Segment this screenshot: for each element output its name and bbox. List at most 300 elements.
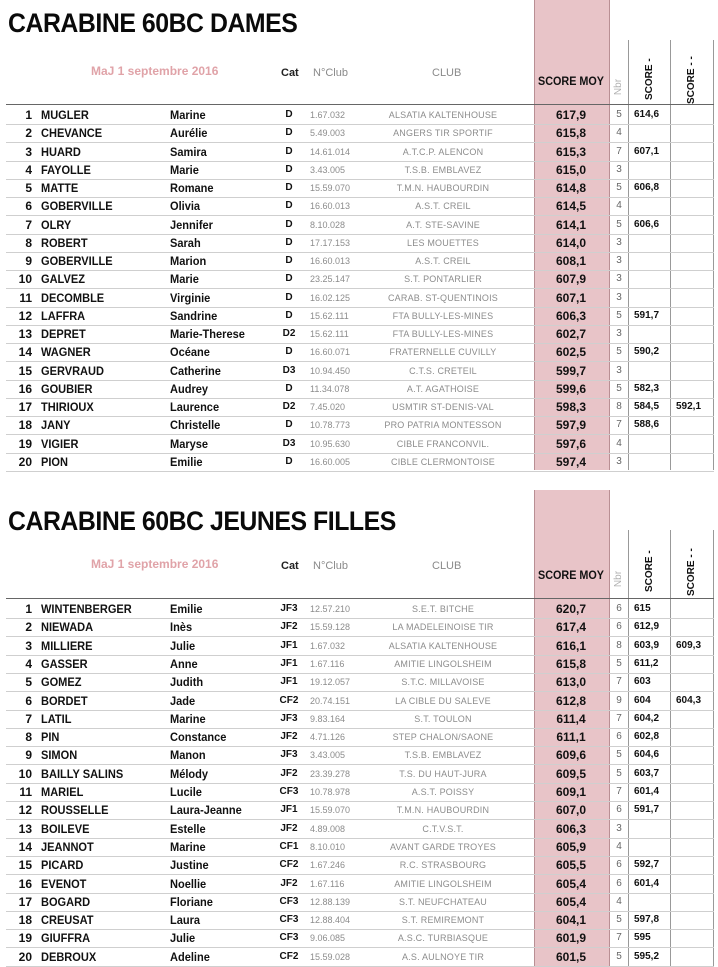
last-name-cell: MATTE [41, 181, 79, 195]
table-row [0, 289, 718, 307]
club-name-cell: S.T. TOULON [414, 713, 472, 724]
first-name-cell: Marie-Therese [170, 327, 245, 341]
rank-cell: 7 [25, 217, 32, 232]
header-club-number: N°Club [313, 67, 348, 79]
nbr-cell: 6 [616, 621, 622, 633]
first-name-cell: Emilie [170, 454, 203, 469]
last-name-cell: NIEWADA [41, 620, 94, 635]
nbr-cell: 6 [616, 731, 622, 743]
table-row [0, 783, 718, 801]
nbr-cell: 4 [616, 895, 622, 907]
score-1-cell: 590,2 [634, 346, 660, 358]
nbr-cell: 6 [616, 804, 622, 816]
score-moy-cell: 609,5 [555, 766, 587, 781]
nbr-cell: 3 [616, 255, 622, 266]
score-1-cell: 591,7 [634, 804, 660, 816]
last-name-cell: THIRIOUX [41, 400, 94, 414]
nbr-cell: 8 [616, 401, 622, 412]
last-name-cell: OLRY [41, 217, 72, 232]
category-cell: D [285, 236, 293, 248]
nbr-cell: 6 [616, 877, 622, 889]
category-cell: D [285, 346, 293, 358]
category-cell: JF2 [280, 767, 298, 779]
rank-cell: 13 [18, 821, 32, 836]
club-number-cell: 15.59.128 [310, 622, 351, 633]
first-name-cell: Olivia [170, 199, 201, 214]
category-cell: JF3 [280, 749, 298, 761]
club-name-cell: C.T.V.S.T. [422, 823, 464, 834]
category-cell: JF1 [280, 804, 298, 816]
score-moy-cell: 609,6 [555, 748, 587, 763]
last-name-cell: HUARD [41, 144, 81, 159]
last-name-cell: BOGARD [41, 894, 91, 909]
rank-cell: 19 [18, 436, 32, 451]
first-name-cell: Samira [170, 144, 207, 159]
score-moy-cell: 605,4 [555, 876, 587, 891]
category-cell: CF2 [279, 694, 299, 706]
category-cell: CF2 [279, 859, 299, 871]
table-row [0, 453, 718, 471]
rank-cell: 17 [18, 894, 32, 909]
header-cat: Cat [281, 67, 299, 79]
last-name-cell: DECOMBLE [41, 290, 105, 305]
club-name-cell: T.S.B. EMBLAVEZ [404, 750, 482, 761]
nbr-cell: 7 [616, 786, 622, 797]
score-moy-cell: 612,8 [555, 693, 587, 708]
rank-cell: 15 [18, 858, 32, 873]
club-number-cell: 10.78.773 [310, 420, 351, 431]
score-moy-cell: 609,1 [555, 785, 587, 799]
club-name-cell: A.S.C. TURBIASQUE [397, 933, 489, 944]
score-moy-cell: 617,4 [555, 620, 587, 635]
table-row [0, 820, 718, 838]
category-cell: D3 [282, 364, 296, 376]
club-number-cell: 14.61.014 [310, 146, 351, 157]
category-cell: D2 [282, 328, 296, 339]
club-name-cell: A.S.T. CREIL [415, 256, 471, 266]
table-row [0, 692, 718, 710]
last-name-cell: CREUSAT [41, 913, 94, 928]
score-1-cell: 595 [634, 932, 651, 944]
club-name-cell: CARAB. ST-QUENTINOIS [387, 292, 498, 303]
rank-cell: 6 [25, 199, 32, 214]
club-number-cell: 15.59.028 [310, 951, 351, 962]
rank-cell: 3 [25, 638, 32, 653]
section-dames [0, 0, 718, 480]
club-number-cell: 11.34.078 [310, 383, 350, 394]
table-row [0, 307, 718, 325]
table-row [0, 893, 718, 911]
last-name-cell: VIGIER [41, 436, 79, 451]
club-number-cell: 1.67.116 [310, 878, 345, 889]
header-club: CLUB [432, 560, 462, 572]
nbr-cell: 5 [616, 914, 622, 926]
table-row [0, 637, 718, 655]
table-row [0, 416, 718, 434]
category-cell: D [285, 182, 293, 193]
score-1-cell: 601,4 [634, 877, 660, 889]
club-name-cell: S.E.T. BITCHE [411, 604, 475, 614]
first-name-cell: Laura [170, 913, 201, 928]
first-name-cell: Jade [170, 693, 196, 708]
table-row [0, 911, 718, 929]
rank-cell: 19 [18, 931, 32, 946]
table-row [0, 252, 718, 270]
score-moy-cell: 616,1 [555, 638, 587, 653]
club-number-cell: 16.60.013 [310, 201, 351, 212]
rank-cell: 1 [25, 108, 32, 122]
last-name-cell: BOILEVE [41, 821, 90, 836]
header-cat: Cat [281, 560, 299, 572]
score-moy-cell: 617,9 [555, 108, 587, 122]
table-row [0, 179, 718, 197]
last-name-cell: MILLIERE [41, 638, 93, 653]
first-name-cell: Estelle [170, 821, 206, 836]
table-row [0, 673, 718, 691]
last-name-cell: SIMON [41, 748, 78, 763]
last-name-cell: WAGNER [41, 345, 91, 360]
first-name-cell: Virginie [170, 290, 211, 305]
nbr-cell: 3 [616, 455, 622, 467]
header-score-moy: SCORE MOY [538, 74, 605, 88]
rank-cell: 16 [18, 876, 32, 891]
nbr-cell: 6 [616, 603, 622, 614]
rank-cell: 9 [25, 254, 32, 268]
club-number-cell: 15.59.070 [310, 183, 351, 193]
rank-cell: 17 [18, 400, 32, 414]
club-number-cell: 15.59.070 [310, 805, 351, 816]
score-2-cell: 592,1 [676, 401, 702, 412]
category-cell: D [285, 255, 293, 266]
category-cell: D [285, 419, 293, 431]
header-score-2: SCORE - - [686, 56, 697, 104]
club-name-cell: AMITIE LINGOLSHEIM [394, 878, 492, 889]
nbr-cell: 4 [616, 127, 622, 139]
category-cell: JF2 [280, 877, 298, 889]
rank-cell: 11 [19, 290, 32, 305]
row-divider [6, 471, 714, 472]
table-row [0, 398, 718, 416]
rank-cell: 15 [18, 363, 32, 378]
nbr-cell: 5 [616, 749, 622, 761]
first-name-cell: Marine [170, 839, 206, 854]
club-name-cell: S.T.C. MILLAVOISE [401, 677, 485, 688]
first-name-cell: Sandrine [170, 308, 218, 323]
first-name-cell: Emilie [170, 602, 203, 616]
rank-cell: 10 [18, 272, 32, 287]
score-2-cell: 604,3 [676, 694, 702, 706]
nbr-cell: 3 [616, 163, 622, 175]
table-row [0, 143, 718, 161]
rank-cell: 8 [25, 235, 32, 250]
club-number-cell: 5.49.003 [310, 128, 346, 139]
score-1-cell: 611,2 [634, 657, 659, 669]
first-name-cell: Floriane [170, 894, 213, 909]
nbr-cell: 4 [616, 437, 622, 449]
update-date: MaJ 1 septembre 2016 [91, 64, 219, 78]
category-cell: D2 [282, 401, 296, 412]
category-cell: CF1 [279, 840, 299, 852]
club-number-cell: 12.88.139 [310, 896, 351, 907]
table-row [0, 197, 718, 215]
score-1-cell: 604,2 [634, 712, 660, 724]
last-name-cell: PICARD [41, 858, 84, 873]
rank-cell: 20 [18, 454, 32, 469]
club-name-cell: R.C. STRASBOURG [399, 860, 487, 871]
club-name-cell: CIBLE FRANCONVIL. [396, 438, 490, 449]
table-row [0, 216, 718, 234]
score-1-cell: 588,6 [634, 419, 660, 431]
rank-cell: 18 [18, 418, 32, 433]
header-rule [6, 104, 714, 105]
score-moy-cell: 601,9 [555, 931, 587, 946]
score-moy-cell: 614,8 [555, 181, 587, 195]
header-club: CLUB [432, 67, 462, 79]
score-1-cell: 602,8 [634, 731, 660, 743]
last-name-cell: GOBERVILLE [41, 199, 113, 214]
first-name-cell: Laura-Jeanne [170, 803, 242, 818]
category-cell: D [285, 455, 293, 467]
first-name-cell: Julie [170, 638, 196, 653]
last-name-cell: GIUFFRA [41, 931, 91, 946]
last-name-cell: ROUSSELLE [41, 803, 109, 818]
nbr-cell: 3 [616, 291, 622, 303]
table-row [0, 728, 718, 746]
score-moy-cell: 598,3 [555, 400, 587, 414]
club-name-cell: FTA BULLY-LES-MINES [392, 310, 494, 321]
score-moy-cell: 605,9 [555, 839, 587, 854]
category-cell: D [285, 218, 293, 230]
table-row [0, 710, 718, 728]
first-name-cell: Lucile [170, 785, 202, 799]
first-name-cell: Maryse [170, 436, 209, 451]
category-cell: JF1 [280, 676, 298, 688]
table-row [0, 435, 718, 453]
table-row [0, 343, 718, 361]
table-row [0, 746, 718, 764]
score-moy-cell: 601,5 [555, 949, 587, 964]
score-1-cell: 604 [634, 694, 651, 706]
nbr-cell: 4 [616, 840, 622, 852]
table-row [0, 325, 718, 343]
last-name-cell: DEBROUX [41, 949, 97, 964]
club-number-cell: 1.67.246 [310, 860, 346, 871]
score-1-cell: 603 [634, 676, 651, 688]
club-name-cell: AVANT GARDE TROYES [390, 841, 496, 852]
nbr-cell: 5 [616, 309, 622, 321]
table-row [0, 600, 718, 618]
score-moy-cell: 613,0 [555, 675, 587, 690]
club-name-cell: PRO PATRIA MONTESSON [384, 420, 502, 431]
score-moy-cell: 620,7 [555, 602, 587, 616]
first-name-cell: Judith [170, 675, 204, 690]
table-row [0, 838, 718, 856]
club-number-cell: 10.94.450 [310, 365, 351, 376]
first-name-cell: Mélody [170, 766, 209, 781]
club-name-cell: S.T. PONTARLIER [404, 274, 482, 285]
nbr-cell: 3 [616, 364, 622, 376]
nbr-cell: 7 [616, 676, 622, 688]
nbr-cell: 8 [616, 639, 622, 651]
club-name-cell: A.S.T. CREIL [415, 201, 471, 212]
category-cell: D [285, 145, 293, 157]
score-moy-cell: 597,9 [555, 418, 587, 433]
nbr-cell: 4 [616, 200, 622, 212]
first-name-cell: Constance [170, 730, 227, 745]
rank-cell: 14 [18, 345, 32, 360]
rank-cell: 6 [25, 693, 32, 708]
nbr-cell: 3 [616, 273, 622, 285]
first-name-cell: Adeline [170, 949, 210, 964]
club-name-cell: A.T.C.P. ALENCON [402, 146, 484, 157]
score-1-cell: 584,5 [634, 401, 660, 412]
last-name-cell: CHEVANCE [41, 126, 103, 141]
rank-cell: 8 [25, 730, 32, 745]
rank-cell: 18 [18, 913, 32, 928]
score-1-cell: 607,1 [634, 145, 660, 157]
club-name-cell: A.S.T. POISSY [411, 787, 475, 797]
nbr-cell: 7 [616, 145, 622, 157]
club-number-cell: 9.83.164 [310, 713, 346, 724]
club-number-cell: 3.43.005 [310, 164, 346, 175]
club-name-cell: S.T. REMIREMONT [401, 915, 485, 926]
score-moy-cell: 597,4 [555, 454, 587, 469]
first-name-cell: Marie [170, 272, 199, 287]
score-2-cell: 609,3 [676, 639, 702, 651]
score-moy-cell: 607,1 [555, 290, 587, 305]
first-name-cell: Sarah [170, 235, 201, 250]
category-cell: CF3 [279, 932, 299, 944]
club-name-cell: LA MADELEINOISE TIR [392, 622, 494, 633]
category-cell: D [285, 127, 293, 139]
score-moy-cell: 615,8 [555, 126, 587, 141]
club-number-cell: 1.67.116 [310, 658, 345, 669]
category-cell: D [285, 291, 293, 303]
score-moy-cell: 611,1 [556, 730, 586, 745]
rank-cell: 2 [25, 620, 32, 635]
rank-cell: 2 [25, 126, 32, 141]
score-moy-cell: 614,5 [555, 199, 587, 214]
last-name-cell: MARIEL [41, 785, 84, 799]
rank-cell: 12 [18, 308, 32, 323]
category-cell: CF3 [279, 914, 299, 926]
club-name-cell: ALSATIA KALTENHOUSE [388, 110, 498, 120]
last-name-cell: JEANNOT [41, 839, 94, 854]
last-name-cell: WINTENBERGER [41, 602, 132, 616]
score-moy-cell: 614,0 [555, 235, 587, 250]
score-moy-cell: 604,1 [555, 913, 587, 928]
score-moy-cell: 615,8 [555, 656, 587, 671]
club-number-cell: 17.17.153 [310, 237, 351, 248]
category-cell: CF3 [279, 895, 299, 907]
club-number-cell: 15.62.111 [310, 310, 349, 321]
club-name-cell: T.M.N. HAUBOURDIN [396, 183, 490, 193]
nbr-cell: 7 [616, 932, 622, 944]
last-name-cell: PIN [41, 730, 60, 745]
club-name-cell: STEP CHALON/SAONE [392, 732, 494, 743]
club-name-cell: LA CIBLE DU SALEVE [395, 695, 491, 706]
rank-cell: 16 [18, 381, 32, 396]
table-row [0, 106, 718, 124]
table-row [0, 124, 718, 142]
nbr-cell: 5 [616, 109, 622, 120]
first-name-cell: Catherine [170, 363, 221, 378]
club-name-cell: FTA BULLY-LES-MINES [392, 329, 494, 339]
category-cell: JF1 [280, 639, 298, 651]
table-row [0, 234, 718, 252]
score-moy-cell: 608,1 [555, 254, 587, 268]
last-name-cell: MUGLER [41, 108, 89, 122]
last-name-cell: PION [41, 454, 68, 469]
score-1-cell: 603,9 [634, 639, 660, 651]
club-number-cell: 16.60.013 [310, 256, 351, 266]
score-1-cell: 591,7 [634, 309, 660, 321]
club-number-cell: 4.89.008 [310, 823, 346, 834]
last-name-cell: BAILLY SALINS [41, 766, 124, 781]
table-row [0, 801, 718, 819]
nbr-cell: 9 [616, 694, 622, 706]
club-name-cell: CIBLE CLERMONTOISE [391, 456, 495, 467]
first-name-cell: Anne [170, 656, 198, 671]
nbr-cell: 5 [616, 950, 622, 962]
score-1-cell: 582,3 [634, 382, 660, 394]
first-name-cell: Marine [170, 711, 206, 726]
score-1-cell: 601,4 [634, 786, 660, 797]
last-name-cell: GOUBIER [41, 381, 93, 396]
score-1-cell: 606,8 [634, 182, 660, 193]
first-name-cell: Aurélie [170, 126, 208, 141]
first-name-cell: Inès [170, 620, 193, 635]
table-row [0, 948, 718, 966]
section-title: CARABINE 60BC DAMES [8, 8, 298, 38]
club-number-cell: 10.95.630 [310, 438, 351, 449]
last-name-cell: DEPRET [41, 327, 86, 341]
club-name-cell: A.T. STE-SAVINE [406, 219, 480, 230]
club-number-cell: 12.88.404 [310, 915, 351, 926]
last-name-cell: LAFFRA [41, 308, 86, 323]
rank-cell: 5 [25, 675, 32, 690]
club-number-cell: 15.62.111 [310, 329, 349, 339]
score-1-cell: 604,6 [634, 749, 660, 761]
score-moy-cell: 615,3 [555, 144, 587, 159]
club-number-cell: 10.78.978 [310, 787, 351, 797]
club-name-cell: T.S. DU HAUT-JURA [399, 768, 487, 779]
score-moy-cell: 615,0 [555, 162, 587, 177]
first-name-cell: Noellie [170, 876, 207, 891]
nbr-cell: 7 [616, 419, 622, 431]
first-name-cell: Audrey [170, 381, 209, 396]
rank-cell: 1 [25, 602, 32, 616]
club-number-cell: 9.06.085 [310, 933, 346, 944]
club-number-cell: 8.10.010 [310, 841, 346, 852]
last-name-cell: GOMEZ [41, 675, 82, 690]
first-name-cell: Romane [170, 181, 214, 195]
nbr-cell: 3 [616, 328, 622, 339]
header-score-1: SCORE - [644, 550, 655, 592]
category-cell: D [285, 309, 293, 321]
club-number-cell: 8.10.028 [310, 219, 346, 230]
header-score-1: SCORE - [644, 58, 655, 100]
table-row [0, 618, 718, 636]
rank-cell: 7 [25, 711, 32, 726]
table-row [0, 765, 718, 783]
rank-cell: 10 [18, 766, 32, 781]
category-cell: CF2 [279, 950, 299, 962]
first-name-cell: Christelle [170, 418, 221, 433]
category-cell: JF3 [280, 712, 298, 724]
score-moy-cell: 602,7 [555, 327, 587, 341]
club-number-cell: 4.71.126 [310, 732, 346, 743]
